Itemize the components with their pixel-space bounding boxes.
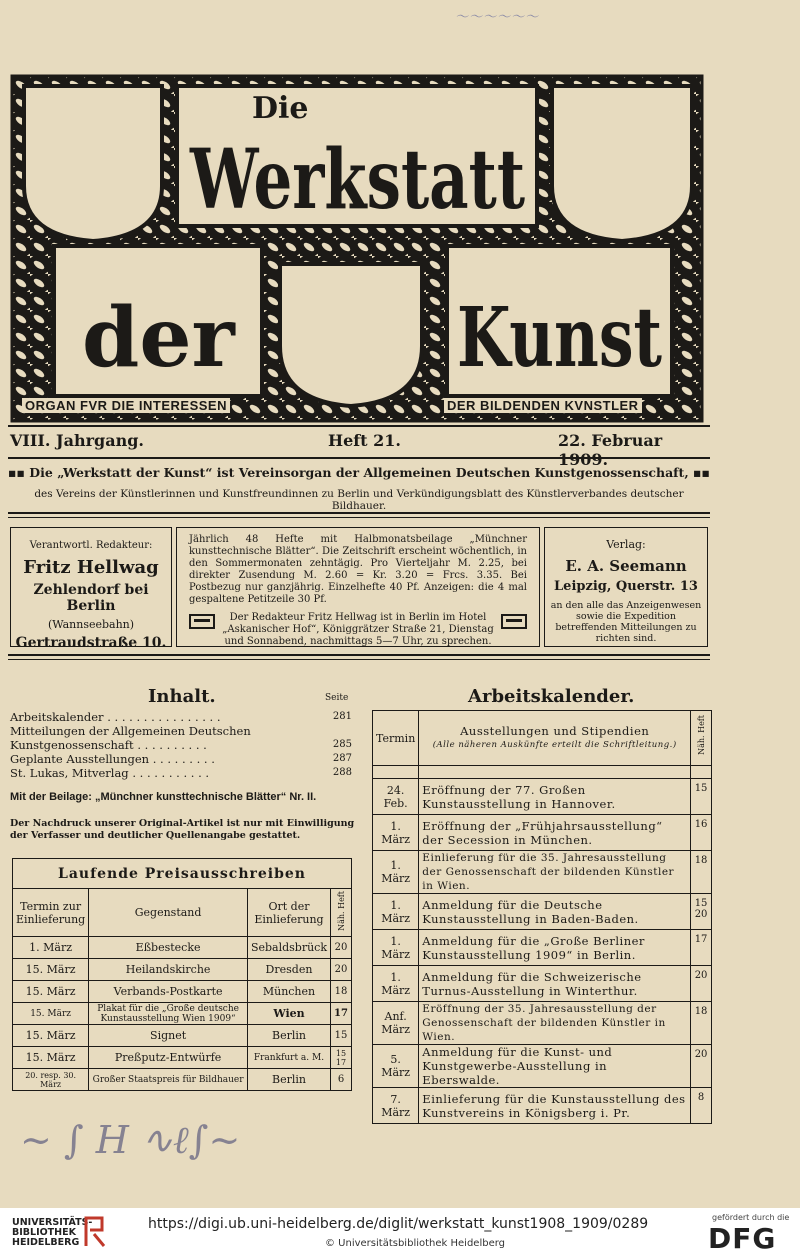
reprint-notice: Der Nachdruck unserer Original-Artikel ist nur mit Einwilligung der Verfasser und deutlicher Quellenangabe gestattet. [10,818,355,841]
title-der: der [82,290,235,386]
publisher-label: Verlag: [606,538,646,551]
viewer-footer [0,1208,800,1257]
beilage-note: Mit der Beilage: „Münchner kunsttechnische Blätter“ Nr. II. [10,791,317,803]
seite-label: Seite [325,693,349,703]
divider [8,512,710,514]
publisher-note: an den alle das Anzeigenwesen sowie die Expedition betreffenden Mitteilungen zu richten sind. [550,600,702,644]
table-row: 20. resp. 30. März Großer Staatspreis für Bildhauer Berlin 6 [13,1069,352,1091]
table-row: 15. März Preßputz-Entwürfe Frankfurt a. M. 15 17 [13,1047,352,1069]
organization-subline: des Vereins der Künstlerinnen und Kunstfreundinnen zu Berlin und Verkündigungsblatt des Künstlerverbandes deutscher Bildhauer. [34,488,684,512]
toc-row[interactable]: St. Lukas, Mitverlag . . . . . . . . . . . 288 [10,766,352,780]
office-hours-text: Der Redakteur Fritz Hellwag ist in Berlin im Hotel „Askanischer Hof“, Königgrätzer Straße 21, Dienstag und Sonnabend, nachmittags 5—7 Uhr, zu sprechen. [222,612,494,647]
divider [8,654,710,656]
col-ausstellungen: Ausstellungen und Stipendien (Alle näheren Auskünfte erteilt die Schriftleitung.) [419,711,691,766]
table-of-contents [10,710,352,780]
arbeitskalender-table [372,710,712,1124]
editor-label: Verantwortl. Redakteur: [29,540,153,551]
university-library-logo[interactable]: UNIVERSITÄTS- BIBLIOTHEK HEIDELBERG [12,1217,93,1248]
table-row: 15. März Signet Berlin 15 [13,1025,352,1047]
col-termin: Termin zur Einlieferung [13,889,89,937]
editor-city: Zehlendorf bei Berlin [33,582,149,614]
editor-box [10,527,172,651]
organization-line: ▪▪ Die „Werkstatt der Kunst“ ist Vereinsorgan der Allgemeinen Deutschen Kunstgenossenschaft, ▪▪ [8,465,710,480]
toc-row[interactable]: Mitteilungen der Allgemeinen Deutschen [10,724,251,738]
dfg-logo[interactable]: DFG [708,1222,777,1255]
table-row: 1. März Anmeldung für die Deutsche Kunstausstellung in Baden-Baden. 15 20 [373,894,712,930]
table-row: 1. März Anmeldung für die Schweizerische Turnus-Ausstellung in Winterthur. 20 [373,966,712,1002]
divider [8,517,710,518]
issue-date: 22. Februar 1909. [558,431,663,469]
table-row: 1. März Einlieferung für die 35. Jahresausstellung der Genossenschaft der bildenden Künstler in Wien. 18 [373,851,712,894]
publisher-address: Leipzig, Querstr. 13 [554,579,698,594]
publisher-name: E. A. Seemann [565,557,687,575]
issue-line [10,431,710,469]
table-row: 15. März Plakat für die „Große deutsche Kunstausstellung Wien 1909“ Wien 17 [13,1003,352,1025]
table-row: Anf. März Eröffnung der 35. Jahresausstellung der Genossenschaft der bildenden Künstler in Wien. 18 [373,1002,712,1045]
masthead [12,76,702,421]
telephone-icon [501,614,527,629]
subscription-text: Jährlich 48 Hefte mit Halbmonatsbeilage „Münchner kunsttechnische Blätter“. Die Zeitschrift erscheint wöchentlich, in den Sommermonaten zehntägig. Pro Vierteljahr M. 2.25, bei direkter Zusendung M. 2.60 = Kr. 3.20 = Frcs. 3.35. Bei Postbezug nur ganzjährig. Einzelhefte 40 Pf. Anzeigen: die 4 mal gespaltene Petitzeile 30 Pf. [189,534,527,605]
table-row: 15. März Verbands-Postkarte München 18 [13,981,352,1003]
subscription-box [176,527,540,647]
editor-name: Fritz Hellwag [23,557,159,578]
permalink-url[interactable]: https://digi.ub.uni-heidelberg.de/diglit/werkstatt_kunst1908_1909/0289 [148,1216,649,1232]
organ-right: DER BILDENDEN KVNSTLER [444,398,642,413]
copyright-text: © Universitätsbibliothek Heidelberg [325,1238,506,1249]
library-mark-icon [82,1214,108,1248]
toc-row[interactable]: Kunstgenossenschaft . . . . . . . . . . 285 [10,738,352,752]
divider [8,659,710,660]
table-row: 24. Feb. Eröffnung der 77. Großen Kunstausstellung in Hannover. 15 [373,779,712,815]
jahrgang: VIII. Jahrgang. [10,431,144,450]
title-die: Die [252,91,309,126]
title-werkstatt: Werkstatt [189,132,526,228]
col-heft: Näh. Heft [691,711,712,766]
divider [8,425,710,427]
inhalt-title: Inhalt. [148,686,216,707]
table-row: 1. März Anmeldung für die „Große Berliner Kunstausstellung 1909“ in Berlin. 17 [373,930,712,966]
divider [8,457,710,459]
table-row: 15. März Heilandskirche Dresden 20 [13,959,352,981]
handwritten-note-top: 〜〜〜〜〜〜 [455,10,540,25]
office-hours-row [189,612,527,648]
col-heft: Näh. Heft [331,889,352,937]
table-row: 7. März Einlieferung für die Kunstausstellung des Kunstvereins in Königsberg i. Pr. 8 [373,1088,712,1124]
col-ort: Ort der Einlieferung [247,889,330,937]
editor-note: (Wannseebahn) [47,618,135,631]
telephone-icon [189,614,215,629]
editor-street: Gertraudstraße 10. [15,635,167,651]
preis-title: Laufende Preisausschreiben [13,859,352,889]
masthead-artwork [12,76,702,421]
table-row: 1. März Eröffnung der „Frühjahrsausstellung“ der Secession in München. 16 [373,815,712,851]
publisher-box [544,527,708,647]
table-row: 1. März Eßbestecke Sebaldsbrück 20 [13,937,352,959]
title-kunst: Kunst [457,290,663,386]
kalender-title: Arbeitskalender. [468,686,635,707]
handwritten-signature: ∼ ∫ H ∿ℓ∫∼ [20,1118,241,1162]
toc-row[interactable]: Arbeitskalender . . . . . . . . . . . . . . . . 281 [10,710,352,724]
col-termin: Termin [373,711,419,766]
heft-number: Heft 21. [328,431,401,450]
col-gegenstand: Gegenstand [89,889,248,937]
preisausschreiben-table [12,858,352,1091]
table-row: 5. März Anmeldung für die Kunst- und Kunstgewerbe-Ausstellung in Eberswalde. 20 [373,1045,712,1088]
organ-left: ORGAN FVR DIE INTERESSEN [22,398,230,413]
dfg-note: gefördert durch die [712,1213,790,1222]
toc-row[interactable]: Geplante Ausstellungen . . . . . . . . . 287 [10,752,352,766]
